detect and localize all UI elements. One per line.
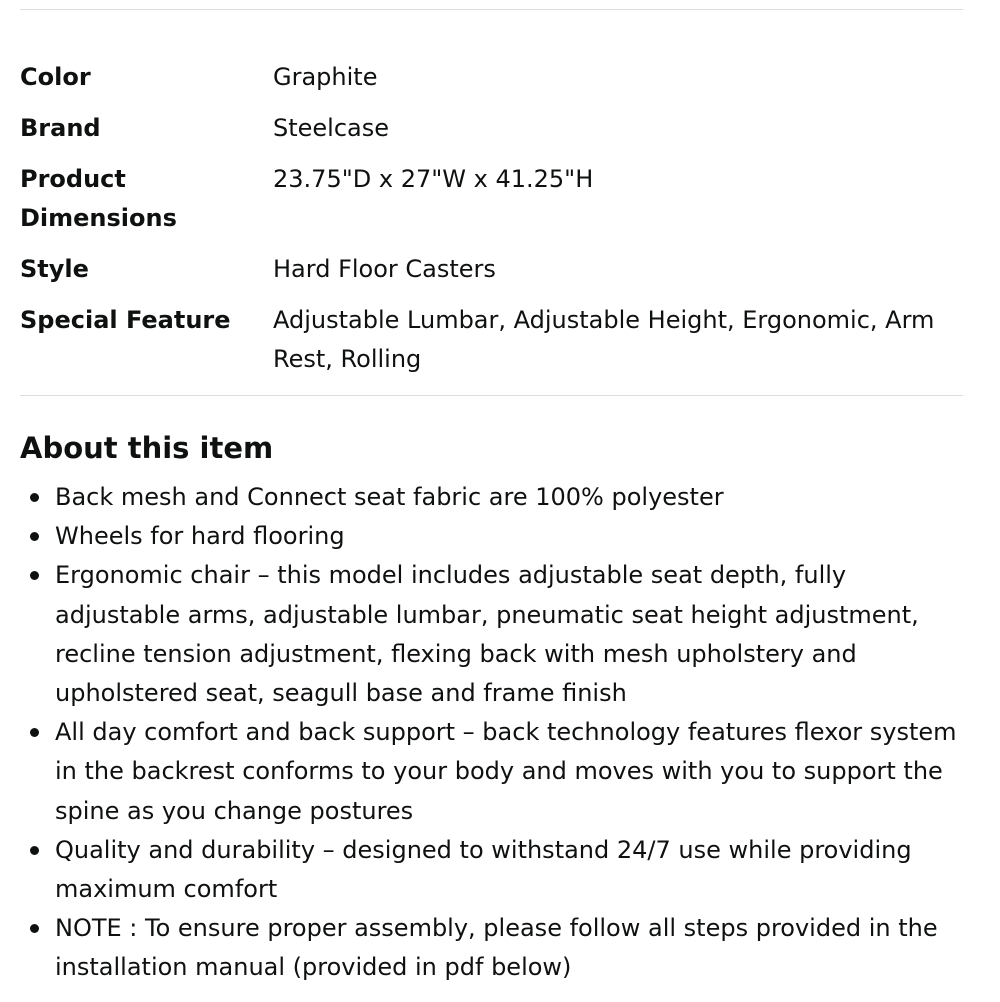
list-item	[20, 478, 963, 517]
bullet-dot-icon	[30, 532, 39, 541]
top-divider	[20, 9, 963, 10]
spec-label: Product Dimensions	[20, 165, 177, 232]
bullet-text: Back mesh and Connect seat fabric are 100% polyester	[55, 483, 724, 511]
about-this-item-heading: About this item	[20, 431, 274, 465]
list-item	[20, 713, 963, 831]
list-item	[20, 556, 963, 713]
bullet-dot-icon	[30, 493, 39, 502]
bullet-dot-icon	[30, 728, 39, 737]
bullet-text: NOTE : To ensure proper assembly, please follow all steps provided in the installation manual (provided in pdf below)	[55, 914, 938, 982]
spec-row-color	[20, 58, 963, 97]
spec-row-special-feature	[20, 301, 963, 379]
product-specs-table	[20, 58, 963, 379]
bullet-dot-icon	[30, 924, 39, 933]
spec-value: Steelcase	[273, 114, 390, 142]
bullet-text: Wheels for hard flooring	[55, 522, 345, 551]
bullet-dot-icon	[30, 846, 39, 855]
about-bullet-list	[20, 478, 963, 988]
spec-label: Brand	[20, 114, 101, 142]
spec-value: Adjustable Lumbar, Adjustable Height, Ergonomic, Arm Rest, Rolling	[273, 306, 935, 373]
list-item	[20, 909, 963, 987]
bullet-text: All day comfort and back support – back technology features flexor system in the backrest conforms to your body and moves with you to support the spine as you change postures	[55, 718, 957, 825]
section-divider	[20, 395, 963, 396]
bullet-dot-icon	[30, 571, 39, 580]
list-item	[20, 831, 963, 909]
spec-row-style	[20, 250, 963, 289]
spec-value: 23.75"D x 27"W x 41.25"H	[273, 165, 594, 193]
list-item	[20, 517, 963, 556]
spec-label: Color	[20, 63, 91, 91]
spec-row-brand	[20, 109, 963, 148]
spec-label: Special Feature	[20, 306, 231, 334]
spec-value: Graphite	[273, 63, 378, 91]
bullet-text: Ergonomic chair – this model includes adjustable seat depth, fully adjustable arms, adjustable lumbar, pneumatic seat height adjustment, recline tension adjustment, flexing back with mesh upholstery and upholstered seat, seagull base and frame finish	[55, 561, 919, 708]
product-details	[20, 0, 963, 988]
bullet-text: Quality and durability – designed to withstand 24/7 use while providing maximum comfort	[55, 835, 912, 904]
spec-value: Hard Floor Casters	[273, 255, 496, 283]
spec-row-dimensions	[20, 160, 963, 238]
spec-label: Style	[20, 255, 89, 283]
